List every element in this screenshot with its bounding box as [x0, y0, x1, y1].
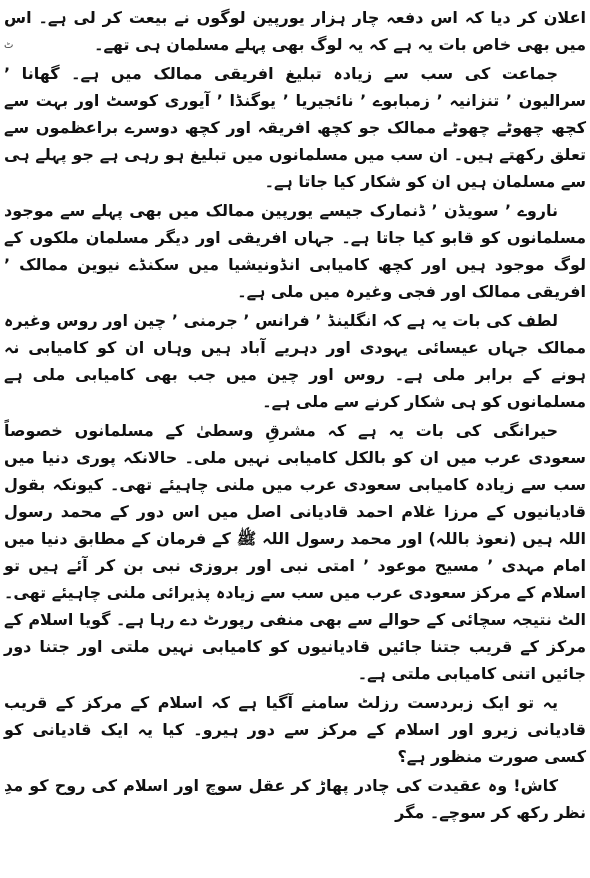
- paragraph-7: کاش! وہ عقیدت کی چادر پھاڑ کر عقل سوچ اور اسلام کی روح کو مدِ نظر رکھ کر سوچے۔ مگر: [4, 776, 586, 822]
- margin-note: ٹ: [4, 40, 14, 51]
- document-page: [4, 4, 586, 874]
- paragraph-5: حیرانگی کی بات یہ ہے کہ مشرقِ وسطیٰ کے مسلمانوں خصوصاً سعودی عرب میں ان کو بالکل کامیابی نہیں ملی۔ حالانکہ پوری دنیا میں سب سے زیادہ کامیابی سعودی عرب میں ملنی چاہیئے تھی۔ کیونکہ بقول قادیانیوں کے مرزا غلام احمد قادیانی اصل میں اس دور کے محمد رسول اللہ ہیں (نعوذ باللہ) اور محمد رسول اللہ ﷺ کے فرمان کے مطابق دنیا میں امام مہدی ٬ مسیح موعود ٬ امتی نبی اور بروزی نبی بن کر آئے ہیں تو اسلام کے مرکز سعودی عرب میں سب سے زیادہ پذیرائی ملنی چاہیئے تھی۔ الٹ نتیجہ سچائی کے حوالے سے بھی منفی رپورٹ دے رہا ہے۔ گویا اسلام کے مرکز کے قریب جتنا جائیں قادیانیوں کو کامیابی نہیں ملتی اور جتنا دور جائیں اتنی کامیابی ملتی ہے۔: [4, 421, 587, 683]
- paragraph-1: اعلان کر دیا کہ اس دفعہ چار ہزار یورپین لوگوں نے بیعت کر لی ہے۔ اس میں بھی خاص بات یہ ہے کہ یہ لوگ بھی پہلے مسلمان ہی تھے۔: [4, 8, 586, 54]
- paragraph-3: ناروے ٬ سویڈن ٬ ڈنمارک جیسے یورپین ممالک میں بھی پہلے سے موجود مسلمانوں کو قابو کیا جاتا ہے۔ جہاں افریقی اور دیگر مسلمان ملکوں کے لوگ موجود ہیں اور کچھ کامیابی انڈونیشیا میں سکنڈے نیوین ممالک ٬ افریقی ممالک اور فجی وغیرہ میں ملی ہے۔: [4, 201, 586, 301]
- paragraph-6: یہ تو ایک زبردست رزلٹ سامنے آگیا ہے کہ اسلام کے مرکز کے قریب قادیانی زیرو اور اسلام کے مرکز سے دور ہیرو۔ کیا یہ ایک قادیانی کو کسی صورت منظور ہے؟: [4, 693, 586, 766]
- paragraph-2: جماعت کی سب سے زیادہ تبلیغ افریقی ممالک میں ہے۔ گھانا ٬ سرالیون ٬ تنزانیہ ٬ زمبابوے ٬ نائجیریا ٬ یوگنڈا ٬ آیوری کوسٹ اور بہت سے کچھ چھوٹے چھوٹے ممالک جو کچھ افریقہ اور کچھ دوسرے براعظموں سے تعلق رکھتے ہیں۔ ان سب میں مسلمانوں میں تبلیغ ہو رہی ہے جو پہلے ہی سے مسلمان ہیں ان کو شکار کیا جاتا ہے۔: [4, 64, 587, 191]
- paragraph-4: لطف کی بات یہ ہے کہ انگلینڈ ٬ فرانس ٬ جرمنی ٬ چین اور روس وغیرہ ممالک جہاں عیسائی یہودی اور دہریے آباد ہیں وہاں ان کو کامیابی نہ ہونے کے برابر ملی ہے۔ روس اور چین میں جب بھی کامیابی ملی ہے مسلمانوں کو ہی شکار کرنے سے ملی ہے۔: [4, 311, 586, 411]
